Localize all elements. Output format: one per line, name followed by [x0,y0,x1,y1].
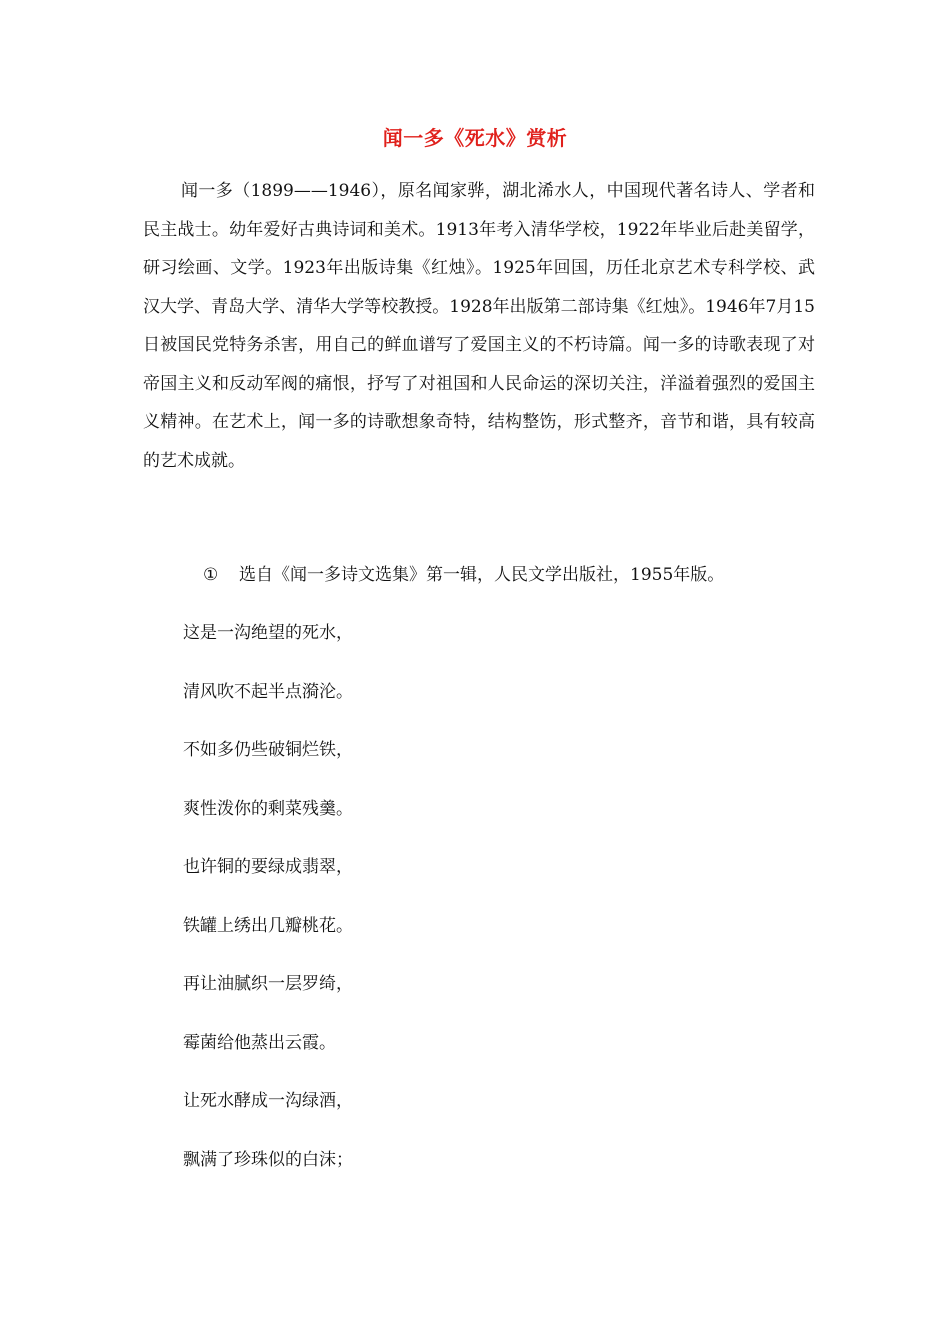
poem-line: 爽性泼你的剩菜残羹。 [183,798,353,819]
poem-excerpt [183,619,353,1204]
document-title: 闻一多《死水》赏析 [382,126,568,150]
footnote-text: 选自《闻一多诗文选集》第一辑，人民文学出版社，1955年版。 [239,565,725,585]
poem-line: 再让油腻织一层罗绮， [183,974,353,994]
poem-line: 霉菌给他蒸出云霞。 [183,1032,336,1053]
footnote-marker: ① [203,565,219,585]
author-introduction-paragraph: 闻一多（1899——1946），原名闻家骅，湖北浠水人，中国现代著名诗人、学者和民主战士。幼年爱好古典诗词和美术。1913年考入清华学校，1922年毕业后赴美留学，研习绘画、文学。1923年出版诗集《红烛》。1925年回国，历任北京艺术专科学校、武汉大学、青岛大学、清华大学等校教授。1928年出版第二部诗集《红烛》。1946年7月15日被国民党特务杀害，用自己的鲜血谱写了爱国主义的不朽诗篇。闻一多的诗歌表现了对帝国主义和反动军阀的痛恨，抒写了对祖国和人民命运的深切关注，洋溢着强烈的爱国主义精神。在艺术上，闻一多的诗歌想象奇特，结构整饬，形式整齐，音节和谐，具有较高的艺术成就。 [143,181,815,471]
poem-line: 这是一沟绝望的死水， [183,623,353,643]
poem-line: 飘满了珍珠似的白沫； [183,1149,353,1170]
poem-line: 清风吹不起半点漪沦。 [183,681,353,702]
poem-line: 让死水酵成一沟绿酒， [183,1091,353,1111]
poem-line: 铁罐上绣出几瓣桃花。 [183,915,353,936]
source-footnote [203,561,823,589]
poem-line: 也许铜的要绿成翡翠， [183,857,353,877]
poem-line: 不如多仍些破铜烂铁， [183,740,353,760]
